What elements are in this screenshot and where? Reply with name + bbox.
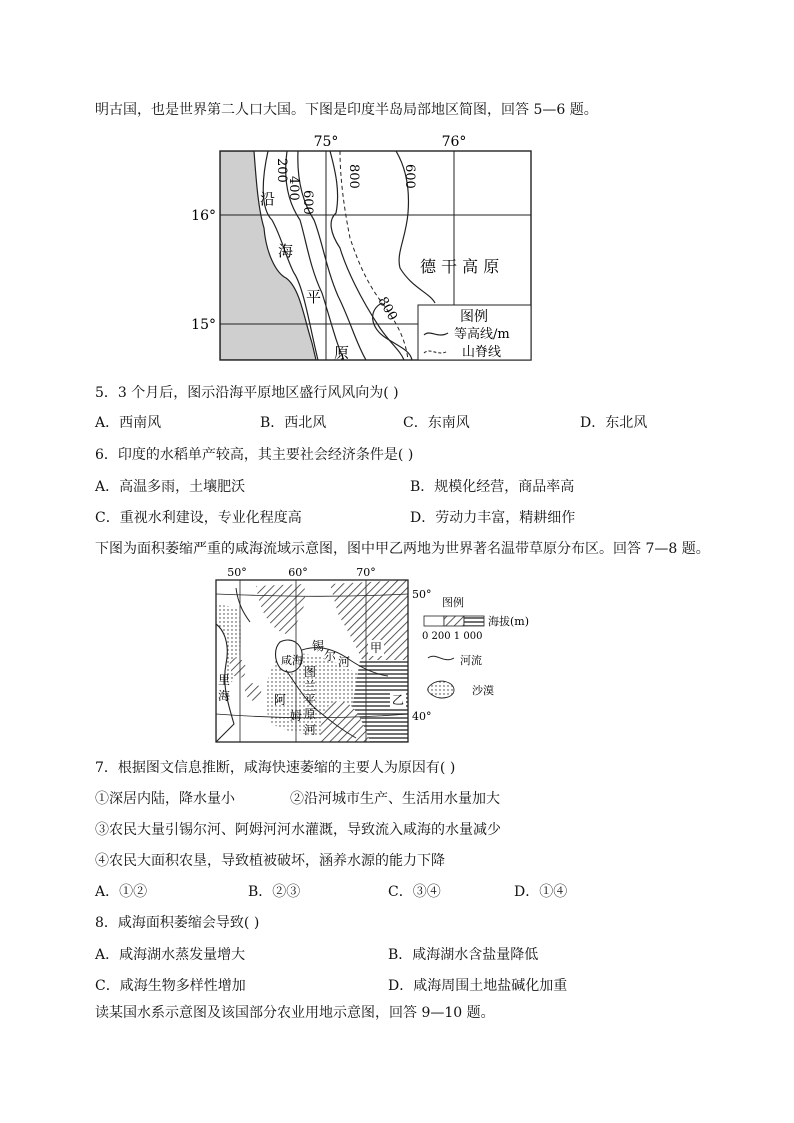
q7-option-a: A．①② — [95, 884, 148, 900]
coast-label: 平 — [306, 288, 322, 306]
amu-darya-label: 河 — [304, 723, 317, 737]
amu-darya-label: 阿 — [274, 693, 287, 707]
india-map — [190, 128, 540, 364]
syr-darya-label: 锡 — [312, 639, 325, 653]
q6-option-d: D．劳动力丰富，精耕细作 — [410, 510, 576, 526]
lon-label-76: 76° — [441, 134, 467, 150]
jia-label: 甲 — [370, 641, 383, 655]
yi-label: 乙 — [392, 693, 405, 707]
caspian-label: 里 — [218, 673, 231, 687]
q5-option-a: A．西南风 — [95, 415, 162, 431]
q7-option-d: D．①④ — [514, 884, 568, 900]
contour-label: 200 — [274, 158, 289, 183]
turan-plain-label: 兰 — [304, 679, 317, 693]
q6-stem: 6．印度的水稻单产较高，其主要社会经济条件是( ) — [95, 447, 414, 463]
q5-option-b: B．西北风 — [260, 415, 327, 431]
coast-label: 沿 — [260, 190, 276, 208]
aral-sea-label: 咸海 — [281, 654, 303, 667]
q7-option-c: C．③④ — [388, 884, 441, 900]
contour-label: 800 — [346, 164, 361, 189]
q7-option-b: B．②③ — [248, 884, 301, 900]
plateau-label: 德 干 高 原 — [420, 257, 500, 276]
q5-option-c: C．东南风 — [403, 415, 470, 431]
q5-option-d: D．东北风 — [580, 415, 648, 431]
q6-option-c: C．重视水利建设，专业化程度高 — [95, 510, 302, 526]
lon-label-50: 50° — [227, 566, 247, 579]
lat-label-40: 40° — [412, 710, 432, 723]
syr-darya-label: 河 — [338, 655, 351, 669]
lon-label-75: 75° — [313, 134, 339, 150]
lon-label-60: 60° — [288, 566, 308, 579]
turan-plain-label: 平 — [304, 693, 317, 707]
q8-option-c: C．咸海生物多样性增加 — [95, 978, 246, 994]
legend-elev: 海拔(m) — [488, 615, 530, 628]
contour-label: 600 — [300, 190, 315, 215]
intro-text-3: 读某国水系示意图及该国部分农业用地示意图，回答 9—10 题。 — [95, 1005, 495, 1021]
lon-label-70: 70° — [356, 566, 376, 579]
legend-ridge: 山脊线 — [462, 345, 502, 360]
q6-option-b: B．规模化经营，商品率高 — [410, 479, 575, 495]
q8-option-d: D．咸海周围土地盐碱化加重 — [388, 978, 568, 994]
coast-label: 海 — [278, 242, 294, 260]
contour-label: 800 — [374, 294, 400, 324]
q7-statement-4: ④农民大面积农垦，导致植被破坏，涵养水源的能力下降 — [95, 853, 445, 869]
q8-option-a: A．咸海湖水蒸发量增大 — [95, 947, 246, 963]
coast-label: 原 — [334, 344, 350, 362]
legend-title: 图例 — [460, 309, 488, 325]
amu-darya-label: 姆 — [290, 709, 303, 723]
q6-option-a: A．高温多雨，土壤肥沃 — [95, 479, 246, 495]
q7-statement-1: ①深居内陆，降水量小 — [95, 791, 235, 807]
lat-label-50: 50° — [412, 588, 432, 601]
contour-label: 400 — [286, 176, 301, 201]
lat-label-15: 15° — [191, 317, 216, 333]
legend-contour: 等高线/m — [454, 327, 510, 342]
legend-scale: 0 200 1 000 — [422, 631, 483, 642]
intro-text-1: 明古国，也是世界第二人口大国。下图是印度半岛局部地区简图，回答 5—6 题。 — [95, 102, 598, 118]
syr-darya-label: 尔 — [324, 649, 337, 663]
lat-label-16: 16° — [191, 208, 216, 224]
q7-stem: 7．根据图文信息推断，咸海快速萎缩的主要人为原因有( ) — [95, 760, 456, 776]
turan-plain-label: 图 — [304, 665, 317, 679]
q8-option-b: B．咸海湖水含盐量降低 — [388, 947, 539, 963]
legend-river: 河流 — [460, 654, 482, 667]
contour-label: 600 — [402, 164, 417, 189]
intro-text-2: 下图为面积萎缩严重的咸海流域示意图，图中甲乙两地为世界著名温带草原分布区。回答 7—8 题。 — [95, 541, 710, 557]
aral-sea-map — [210, 564, 540, 746]
legend-title: 图例 — [442, 596, 464, 609]
caspian-label: 海 — [218, 689, 231, 703]
q7-statement-2: ②沿河城市生产、生活用水量加大 — [290, 791, 500, 807]
q5-stem: 5．3 个月后，图示沿海平原地区盛行风风向为( ) — [95, 385, 399, 401]
turan-plain-label: 原 — [304, 707, 317, 721]
q7-statement-3: ③农民大量引锡尔河、阿姆河河水灌溉，导致流入咸海的水量减少 — [95, 822, 501, 838]
legend-desert: 沙漠 — [472, 684, 494, 697]
q8-stem: 8．咸海面积萎缩会导致( ) — [95, 915, 260, 931]
